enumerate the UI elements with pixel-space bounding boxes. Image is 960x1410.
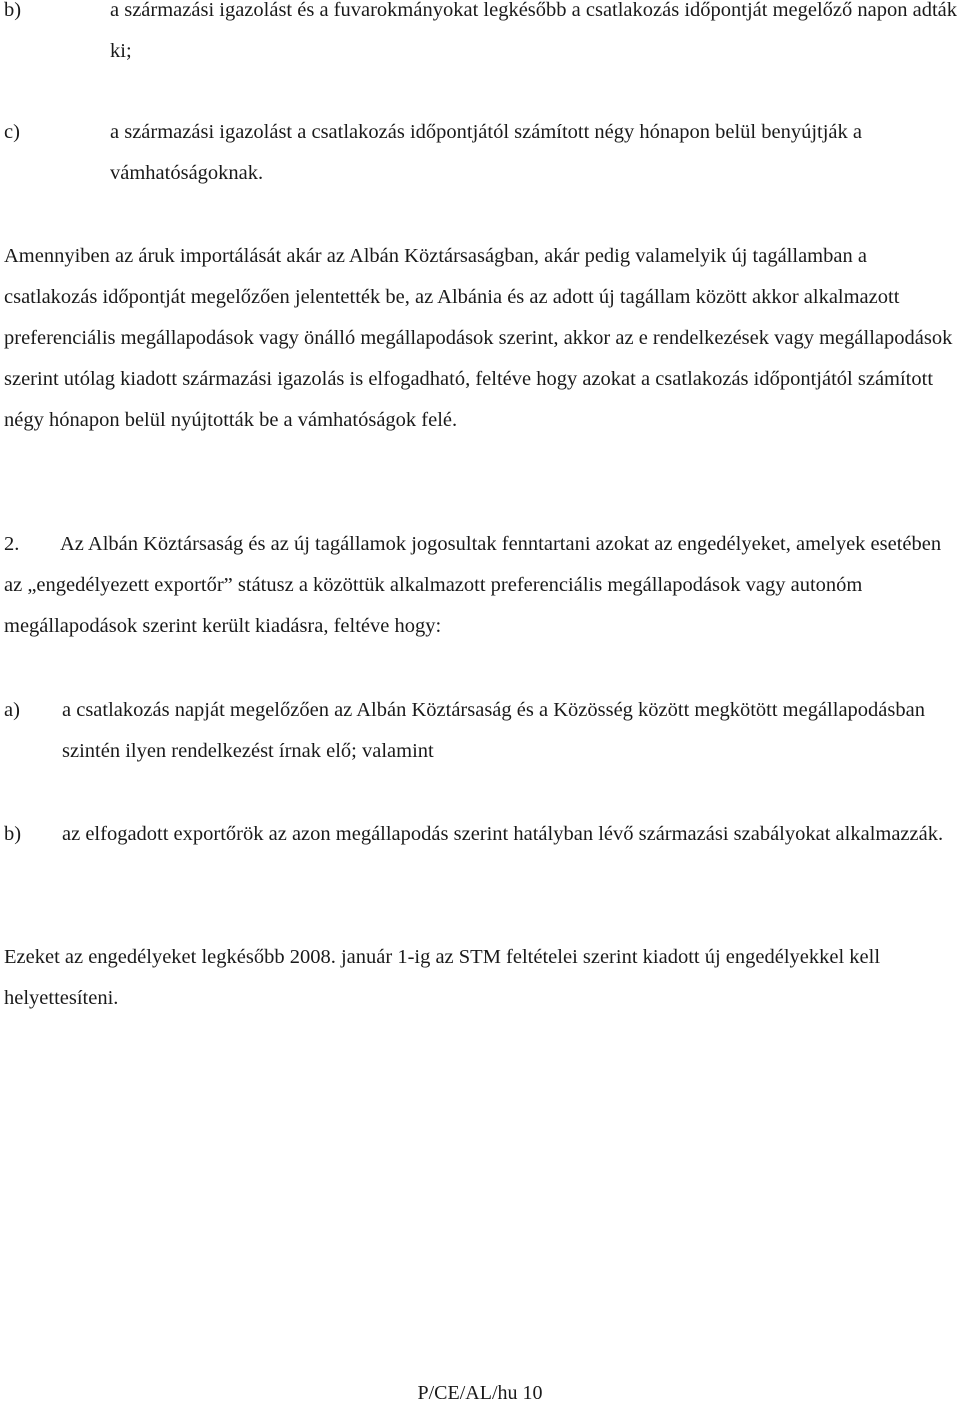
list-item-label: b) [4,823,22,845]
list-item-label: c) [4,121,20,143]
list-item-text: az elfogadott exportőrök az azon megállapodás szerint hatályban lévő származási szabályokat alkalmazzák. [62,823,944,845]
page-footer-reference: P/CE/AL/hu 10 [417,1382,543,1404]
list-item-text: a származási igazolást a csatlakozás időpontjától számított négy hónapon belül benyújtják a vámhatóságoknak. [110,121,862,184]
list-item-text: a származási igazolást és a fuvarokmányokat legkésőbb a csatlakozás időpontját megelőző napon adták ki; [110,0,958,62]
paragraph-import: Amennyiben az áruk importálását akár az Albán Köztársaságban, akár pedig valamelyik új tagállamban a csatlakozás időpontját megelőzően jelentették be, az Albánia és az adott új tagállam között akkor alkalmazott preferenciális megállapodások vagy önálló megállapodások szerint, akkor az e rendelkezések vagy megállapodások szerint utólag kiadott származási igazolás is elfogadható, feltéve hogy azokat a csatlakozás időpontjától számított négy hónapon belül nyújtották be a vámhatóságok felé. [4,245,953,431]
paragraph-replacement: Ezeket az engedélyeket legkésőbb 2008. január 1-ig az STM feltételei szerint kiadott új engedélyekkel kell helyettesíteni. [4,946,881,1009]
paragraph-approved-exporter: Az Albán Köztársaság és az új tagállamok jogosultak fenntartani azokat az engedélyeket, amelyek esetében az „engedélyezett exportőr” státusz a közöttük alkalmazott preferenciális megállapodások vagy autonóm megállapodások szerint került kiadásra, feltéve hogy: [4,533,942,637]
list-item-label: a) [4,699,20,721]
paragraph-number: 2. [4,533,20,555]
list-item-text: a csatlakozás napját megelőzően az Albán Köztársaság és a Közösség között megkötött megállapodásban szintén ilyen rendelkezést írnak elő; valamint [62,699,925,762]
list-item-label: b) [4,0,22,21]
